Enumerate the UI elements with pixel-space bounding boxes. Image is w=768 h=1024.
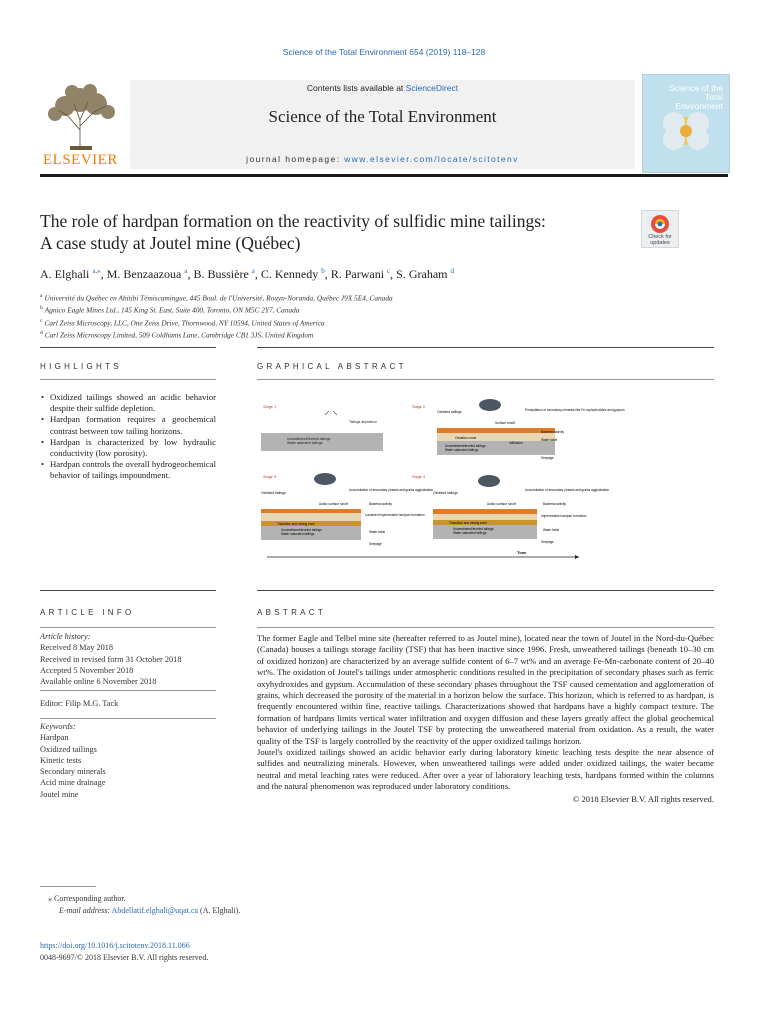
graphical-abstract-figure[interactable] [257, 393, 625, 561]
ga-time: Time [517, 550, 527, 555]
ga-s2-unweathered: Unweathered/leveled tailings [445, 444, 486, 448]
history-item: Accepted 5 November 2018 [40, 665, 134, 675]
doi-link[interactable]: https://doi.org/10.1016/j.scitotenv.2018.11.066 [40, 941, 190, 950]
keyword: Oxidized tailings [40, 744, 97, 754]
ga-stage1: Stage 1 [263, 405, 277, 409]
crossmark-label[interactable]: Check for updates [648, 234, 672, 246]
ga-s4-hardpan [433, 509, 537, 514]
author-separator: , [390, 267, 397, 281]
ga-s1-water: Water saturated tailings [287, 441, 323, 445]
author-separator: , [187, 267, 194, 281]
journal-reference-link[interactable]: Science of the Total Environment 654 (2019) 118–128 [282, 47, 486, 57]
footnote-star: ⁎ [48, 894, 54, 903]
author-name[interactable]: R. Parwani [330, 267, 388, 281]
affiliation-key: c [40, 317, 43, 324]
ga-s4-acidic: Acidic surface runoff [487, 502, 516, 506]
homepage-line [130, 154, 635, 164]
ga-s4-seepage: Seepage [541, 540, 554, 544]
abstract-text [257, 633, 714, 805]
highlights-list [40, 392, 216, 482]
issn-line: 0048-9697/© 2018 Elsevier B.V. All rights reserved. [40, 953, 209, 962]
history-label: Article history: [40, 632, 91, 641]
affiliation-item [40, 291, 393, 303]
journal-title: Science of the Total Environment [268, 107, 497, 126]
article-title [40, 210, 630, 254]
ga-s1-unweathered: Unweathered/leveled tailings [287, 437, 331, 441]
graphical-abstract-heading: GRAPHICAL ABSTRACT [257, 362, 407, 371]
elsevier-logo[interactable] [40, 80, 124, 170]
history-item: Received in revised form 31 October 2018 [40, 654, 182, 664]
ga-s3-ox-zone [261, 513, 361, 521]
footnote-rule [40, 886, 96, 887]
highlight-item: • Hardpan is characterized by low hydraulic conductivity (low porosity). [40, 437, 216, 459]
highlight-item: • Hardpan formation requires a geochemical contrast between tow tailing horizons. [40, 414, 216, 436]
ga-s3-unweathered: Unweathered/leveled tailings [281, 528, 322, 532]
affiliation-item [40, 303, 393, 315]
editor: Editor: Filip M.G. Tack [40, 699, 119, 708]
history-item: Available online 6 November 2018 [40, 677, 157, 687]
author-affiliation-marker[interactable]: b [321, 267, 325, 275]
ga-s4-oxidized: Oxidized tailings [433, 491, 458, 495]
affiliations [40, 291, 393, 341]
article-info-heading: ARTICLE INFO [40, 608, 135, 617]
abstract-paragraph-2: Joutel's oxidized tailings showed an acidic behavior early during laboratory kinetic leaching tests despite the near absence of sulfides and neutralizing minerals. However, when unweathered tailings were added under oxidized tailings, the water became neutral and metal leaching rates were reduced. After over a year of laboratory leaching tests, hardpans formed within the columns and the natural phenomenon was reproduced under laboratory conditions. [257, 747, 714, 792]
keywords [40, 721, 216, 800]
ga-s3-watertable: Water table [369, 530, 386, 534]
email-suffix: (A. Elghali). [198, 906, 241, 915]
ga-s3-seepage: Seepage [369, 542, 382, 546]
ga-s2-water: Water saturated tailings [445, 448, 479, 452]
history-item: Received 8 May 2018 [40, 643, 114, 653]
title-line-1: The role of hardpan formation on the reactivity of sulfidic mine tailings: [40, 211, 546, 231]
homepage-prefix: journal homepage: [246, 154, 345, 164]
ga-s4-cloud-icon [478, 475, 500, 487]
ga-s3-oxidized: Oxidized tailings [261, 491, 286, 495]
highlight-item: • Hardpan controls the overall hydrogeochemical behavior of tailings impoundment. [40, 459, 216, 481]
author-name[interactable]: A. Elghali [40, 267, 93, 281]
affiliation-text: Agnico Eagle Mines Ltd., 145 King St. East, Suite 400, Toronto, ON M5C 2Y7, Canada [44, 305, 300, 315]
affiliation-key: b [40, 305, 43, 312]
ga-s2-watertable: Water table [541, 438, 558, 442]
history-divider [40, 690, 216, 691]
author-affiliation-marker[interactable]: a [184, 267, 188, 275]
keyword: Acid mine drainage [40, 778, 106, 788]
highlights-rule [40, 347, 216, 348]
author-name[interactable]: M. Benzaazoua [106, 267, 185, 281]
journal-cover[interactable] [642, 74, 730, 173]
graphical-abstract-subrule [257, 379, 714, 380]
ga-s3-bacteria: Bacterial activity [369, 502, 393, 506]
affiliation-item [40, 316, 393, 328]
ga-s2-seepage: Seepage [541, 456, 554, 460]
ga-s4-bacteria: Bacterial activity [543, 502, 567, 506]
editor-divider [40, 718, 216, 719]
author-name[interactable]: B. Bussière [193, 267, 252, 281]
masthead [40, 80, 728, 175]
article-history [40, 631, 216, 687]
ga-s3-cloud-icon [314, 473, 336, 485]
keyword: Kinetic tests [40, 755, 82, 765]
ga-s2-precip: Precipitation of secondary minerals like Fe-oxyhydroxides and gypsum [525, 408, 625, 412]
affiliation-item [40, 328, 393, 340]
corresponding-text: Corresponding author. [54, 894, 126, 903]
ga-stage4: Stage 4 [412, 475, 426, 479]
cover-title: Science of the Total Environment [669, 83, 723, 111]
author-separator: , [254, 267, 261, 281]
ga-s3-hardpan [261, 509, 361, 513]
author-separator: , [324, 267, 331, 281]
ga-s4-unweathered: Unweathered/leveled tailings [453, 527, 494, 531]
article-info-rule [40, 590, 216, 591]
ga-s1-deposition: Tailings deposition [349, 420, 377, 424]
ga-stage3: Stage 3 [263, 475, 277, 479]
abstract-copyright: © 2018 Elsevier B.V. All rights reserved. [572, 793, 714, 804]
ga-s4-accum: Accumulation of secondary phases and grains agglutination [525, 488, 610, 492]
doi-line[interactable] [40, 940, 190, 951]
ga-s2-oxidized: Oxidized tailings [437, 410, 462, 414]
abstract-heading: ABSTRACT [257, 608, 327, 617]
highlights-heading: HIGHLIGHTS [40, 362, 122, 371]
author-affiliation-marker[interactable]: c [387, 267, 391, 275]
keywords-label: Keywords: [40, 722, 76, 731]
keyword: Secondary minerals [40, 767, 106, 777]
author-name[interactable]: S. Graham [396, 267, 451, 281]
author-affiliation-marker[interactable]: a,⁎ [92, 267, 101, 275]
affiliation-key: a [40, 293, 43, 299]
author-name[interactable]: C. Kennedy [260, 267, 322, 281]
ga-time-arrow-icon [575, 555, 579, 559]
crossmark-icon [642, 211, 678, 235]
ga-s3-water: Water saturated tailings [281, 532, 315, 536]
masthead-rule [40, 174, 728, 177]
sciencedirect-link[interactable]: ScienceDirect [405, 83, 459, 93]
email-link[interactable]: Abdellatif.elghali@uqat.ca [111, 906, 199, 915]
corresponding-footnote [48, 893, 126, 904]
ga-s4-ox-zone [433, 514, 537, 520]
ga-s3-acidic: Acidic surface runoff [319, 502, 348, 506]
affiliation-text: Carl Zeiss Microscopy, LLC, One Zeiss Drive, Thornwood, NY 10594, United States of America [44, 318, 325, 328]
ga-stage2: Stage 2 [412, 405, 426, 409]
ga-s4-watertable: Water table [543, 528, 560, 532]
author-list [40, 267, 454, 282]
email-footnote [59, 905, 240, 916]
masthead-box [130, 80, 635, 169]
highlight-item: • Oxidized tailings showed an acidic behavior despite their sulfide depletion. [40, 392, 216, 414]
ga-s2-bacteria: Bacterial activity [541, 430, 565, 434]
article-info-subrule [40, 627, 216, 628]
ga-s2-oxidation-layer [437, 428, 555, 433]
ga-s2-runoff: Surface runoff [495, 421, 515, 425]
ga-s2-infiltration: Infiltration [509, 441, 523, 445]
author-affiliation-marker[interactable]: d [450, 267, 454, 275]
affiliation-key: d [40, 330, 43, 337]
abstract-paragraph-1: The former Eagle and Telbel mine site (hereafter referred to as Joutel mine), located near the town of Joutel in the Nord-du-Québec (Canada) houses a tailings storage facility (TSF) that has been inactive since 1996. Fresh, unweathered tailings (beneath 10–30 cm of oxidized horizon) are characterized by an average sulfide content of 6–7 wt% and an average Fe-Mn-carbonate content of 20–40 wt%. The oxidation of Joutel's tailings under atmospheric conditions resulted in the precipitation of secondary phases such as ferric oxyhydroxides and gypsum. Accumulation of these secondary phases throughout the TSF caused cementation and agglomeration of grains, which decreased the porosity of the material in a horizon below the surface. This horizon, which is referred to as hardpan, is frequently encountered within fine, reactive tailings. Characterizations showed that hardpans have a highly compact texture. The formation of hardpans limits vertical water infiltration and oxygen diffusion and these layers greatly affect the global geochemical behavior of underlying tailings in the Joutel TSF by protecting the unweathered material from oxidation. As a result, the water quality of the TSF is largely controlled by the reactivity of the upper oxidized tailings horizon. [257, 633, 714, 746]
abstract-rule [257, 590, 714, 591]
keyword: Joutel mine [40, 789, 79, 799]
elsevier-wordmark: ELSEVIER [43, 152, 118, 168]
graphical-abstract-svg [257, 393, 625, 563]
keyword: Hardpan [40, 733, 69, 743]
abstract-subrule [257, 627, 714, 628]
ga-s3-accum: Accumulation of secondary phases and grains agglutination [349, 488, 434, 492]
ga-s3-localized: Localized impermeable hardpan formation [365, 513, 425, 517]
journal-reference[interactable] [0, 47, 768, 57]
author-affiliation-marker[interactable]: a [251, 267, 255, 275]
contents-line [130, 83, 635, 93]
contents-prefix: Contents lists available at [306, 83, 406, 93]
elsevier-tree-icon [40, 80, 124, 152]
email-label: E-mail address: [59, 906, 111, 915]
author-separator: , [100, 267, 107, 281]
title-line-2: A case study at Joutel mine (Québec) [40, 233, 301, 253]
affiliation-text: Carl Zeiss Microscopy Limited, 509 Coldhams Lane, Cambridge CB1 3JS, United Kingdom [44, 330, 314, 340]
homepage-link[interactable]: www.elsevier.com/locate/scitotenv [344, 154, 519, 164]
ga-s3-transition-label: Transition and mixing zone [277, 522, 315, 526]
graphical-abstract-rule [257, 347, 714, 348]
ga-s4-impermeable: Impermeable hardpan formation [541, 514, 587, 518]
ga-s2-oxzone: Oxidation zone [455, 436, 477, 440]
highlights-subrule [40, 379, 216, 380]
ga-s4-transition-label: Transition and mixing zone [449, 521, 487, 525]
ga-s2-cloud-icon [479, 399, 501, 411]
ga-s4-water: Water saturated tailings [453, 531, 487, 535]
ga-s1-arrow-icon [325, 411, 337, 415]
affiliation-text: Université du Québec en Abitibi Témiscamingue, 445 Boul. de l'Université, Rouyn-Noranda, Québec J9X 5E4, Canada [44, 293, 393, 303]
